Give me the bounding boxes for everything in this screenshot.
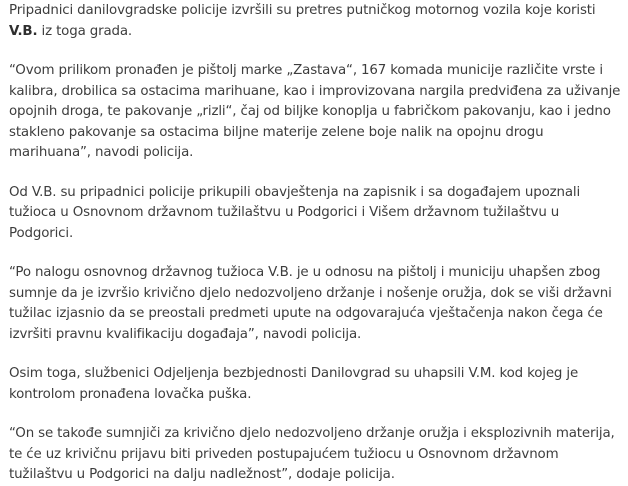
paragraph-quote-arrest: “Po nalogu osnovnog državnog tužioca V.B. je u odnosu na pištolj i municiju uhapšen zbog sumnje da je izvršio krivično djelo nedozvoljeno držanje i nošenje oružja, dok se viši državni tužilac izjasnio da se preostali predmeti upute na odgovarajuća vještačenja nakon čega će izvršiti pravnu kvalifikaciju događaja”, navodi policija. bbox=[9, 265, 612, 342]
suspect-initials: V.B. bbox=[9, 23, 38, 39]
paragraph-intro bbox=[9, 1, 622, 42]
paragraph-quote-charges: “On se takođe sumnjiči za krivično djelo nedozvoljeno držanje oružja i eksplozivnih materija, te će uz krivičnu prijavu biti priveden postupajućem tužiocu u Osnovnom državnom tužilaštvu u Podgorici na dalju nadležnost”, dodaje policija. bbox=[9, 426, 615, 482]
paragraph-intro-text-start: Pripadnici danilovgradske policije izvršili su pretres putničkog motornog vozila koje koristi bbox=[9, 3, 596, 18]
article-body bbox=[0, 1, 628, 486]
paragraph-intro-text-end: iz toga grada. bbox=[37, 23, 133, 39]
paragraph-second-arrest: Osim toga, službenici Odjeljenja bezbjednosti Danilovgrad su uhapsili V.M. kod kojeg je kontrolom pronađena lovačka puška. bbox=[9, 366, 579, 402]
paragraph-quote-findings: “Ovom prilikom pronađen je pištolj marke „Zastava“, 167 komada municije različite vrste i kalibra, drobilica sa ostacima marihuane, kao i improvizovana nargila predviđena za uživanje opojnih droga, te pakovanje „rizli“, čaj od biljke konoplja u fabričkom pakovanju, kao i jedno stakleno pakovanje sa ostacima biljne materije zelene boje nalik na opojnu drogu marihuana”, navodi policija. bbox=[9, 63, 621, 160]
paragraph-notification: Od V.B. su pripadnici policije prikupili obavještenja na zapisnik i sa događajem upoznali tužioca u Osnovnom državnom tužilaštvu u Podgorici i Višem državnom tužilaštvu u Podgorici. bbox=[9, 184, 581, 241]
